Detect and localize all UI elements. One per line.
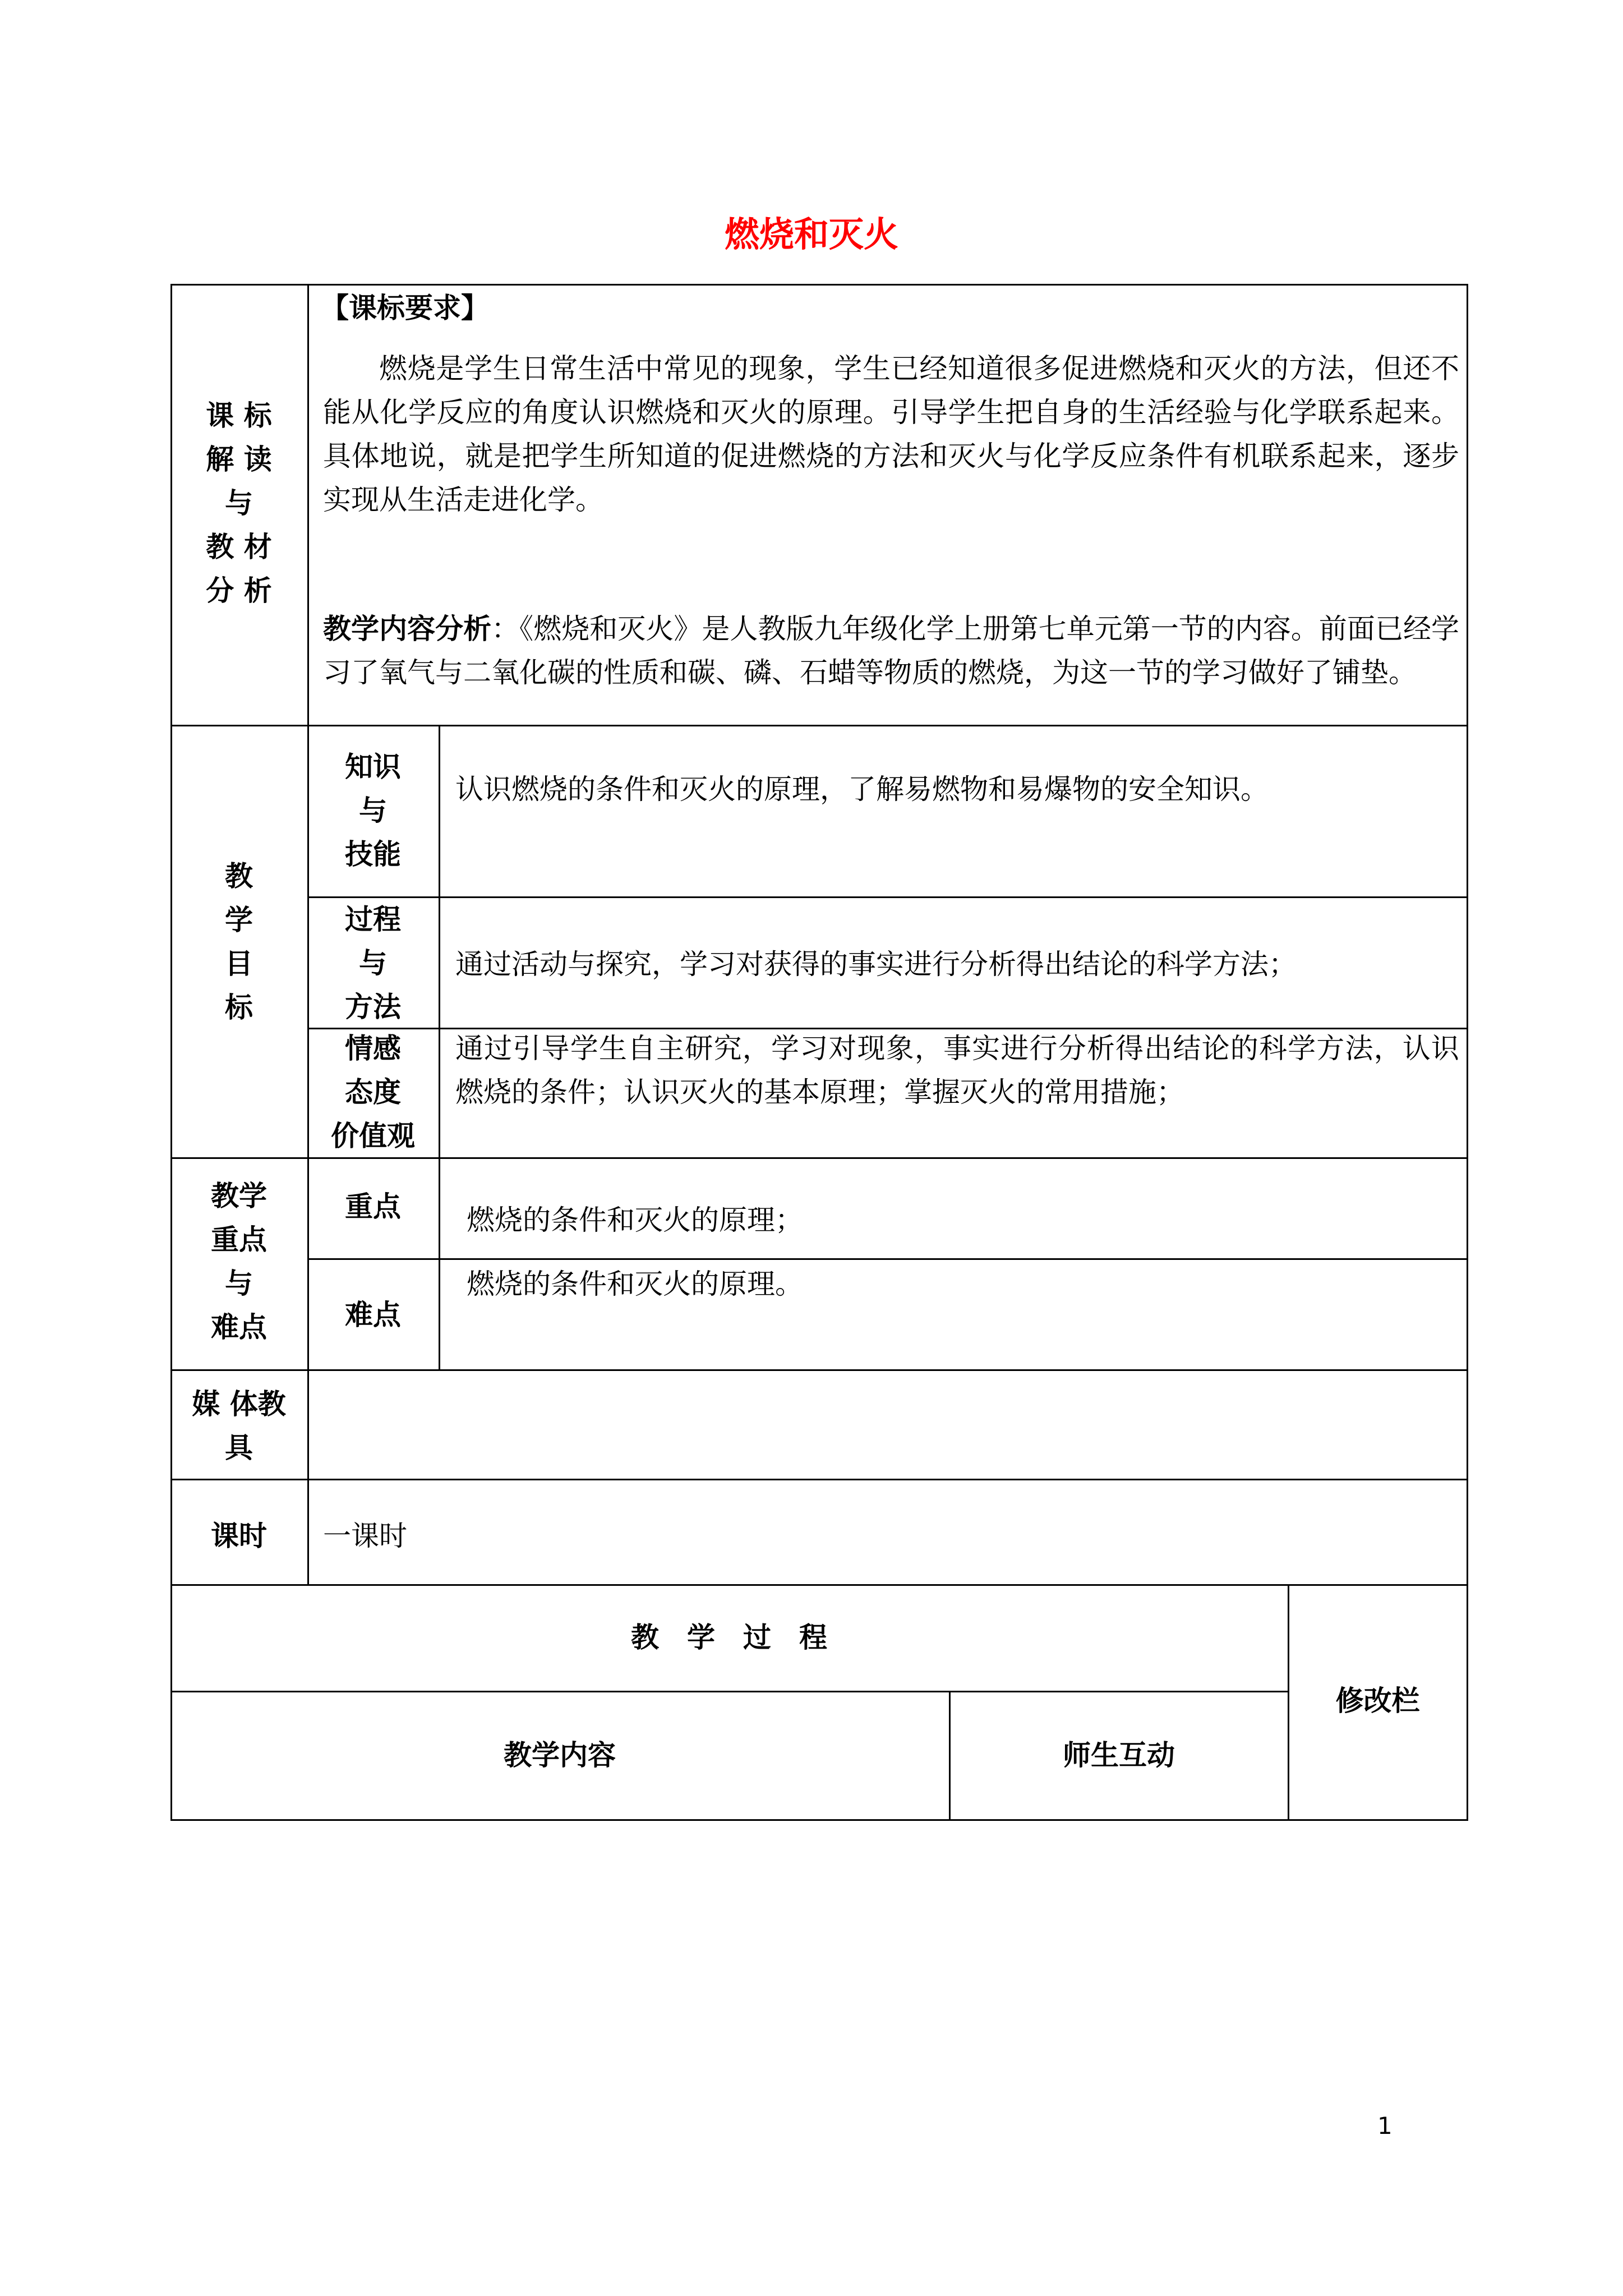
row-divider bbox=[307, 896, 1468, 898]
lesson-plan-table bbox=[170, 284, 1468, 1821]
row-divider bbox=[170, 725, 1468, 726]
curriculum-analysis-label: 课 标 解 读 与 教 材 分 析 bbox=[206, 399, 272, 607]
table-border-right bbox=[1467, 284, 1468, 1821]
row-divider bbox=[170, 1691, 1289, 1692]
teaching-process-header: 教 学 过 程 bbox=[631, 1621, 827, 1654]
page-number: 1 bbox=[1377, 2112, 1393, 2139]
difficult-point-text: 燃烧的条件和灭火的原理。 bbox=[467, 1268, 803, 1300]
table-border-bottom bbox=[170, 1819, 1468, 1821]
class-hours-label: 课时 bbox=[211, 1519, 267, 1552]
content-analysis-text: ：《燃烧和灭火》是人教版九年级化学上册第七单元第一节的内容。前面已经学习了氧气与二氧化碳的性质和碳、磷、石蜡等物质的燃烧，为这一节的学习做好了铺垫。 bbox=[323, 613, 1460, 689]
content-analysis-paragraph bbox=[323, 607, 1459, 694]
media-tools-label: 媒 体教 具 bbox=[192, 1387, 286, 1464]
attitude-values-text: 通过引导学生自主研究，学习对现象，事实进行分析得出结论的科学方法，认识燃烧的条件；认识灭火的基本原理；掌握灭火的常用措施； bbox=[455, 1032, 1459, 1108]
content-analysis-label: 教学内容分析 bbox=[323, 612, 492, 645]
table-border-top bbox=[170, 284, 1468, 286]
row-divider bbox=[307, 1258, 1468, 1260]
row-divider bbox=[170, 1584, 1468, 1586]
teaching-content-header: 教学内容 bbox=[504, 1738, 616, 1772]
knowledge-skills-text: 认识燃烧的条件和灭火的原理，了解易燃物和易爆物的安全知识。 bbox=[455, 773, 1269, 806]
teaching-goals-label: 教 学 目 标 bbox=[225, 859, 253, 1024]
difficult-point-label: 难点 bbox=[345, 1298, 401, 1331]
class-hours-text: 一课时 bbox=[323, 1520, 407, 1552]
key-point-text: 燃烧的条件和灭火的原理； bbox=[467, 1204, 803, 1236]
process-method-text: 通过活动与探究，学习对获得的事实进行分析得出结论的科学方法； bbox=[455, 948, 1297, 981]
attitude-values-label: 情感 态度 价值观 bbox=[331, 1032, 415, 1152]
revision-column-header: 修改栏 bbox=[1335, 1684, 1420, 1717]
key-points-label: 教学 重点 与 难点 bbox=[211, 1179, 267, 1343]
process-method-label: 过程 与 方法 bbox=[345, 903, 401, 1023]
column-divider bbox=[439, 725, 440, 1369]
row-divider bbox=[170, 1479, 1468, 1480]
curriculum-standard-heading: 【课标要求】 bbox=[321, 291, 489, 324]
teacher-student-interaction-header: 师生互动 bbox=[1063, 1738, 1175, 1772]
row-divider bbox=[170, 1369, 1468, 1371]
curriculum-standard-text: 燃烧是学生日常生活中常见的现象，学生已经知道很多促进燃烧和灭火的方法，但还不能从化学反应的角度认识燃烧和灭火的原理。引导学生把自身的生活经验与化学联系起来。具体地说，就是把学生所知道的促进燃烧的方法和灭火与化学反应条件有机联系起来，逐步实现从生活走进化学。 bbox=[323, 352, 1459, 516]
document-title: 燃烧和灭火 bbox=[724, 214, 898, 255]
key-point-label: 重点 bbox=[345, 1190, 401, 1223]
knowledge-skills-label: 知识 与 技能 bbox=[345, 750, 401, 871]
